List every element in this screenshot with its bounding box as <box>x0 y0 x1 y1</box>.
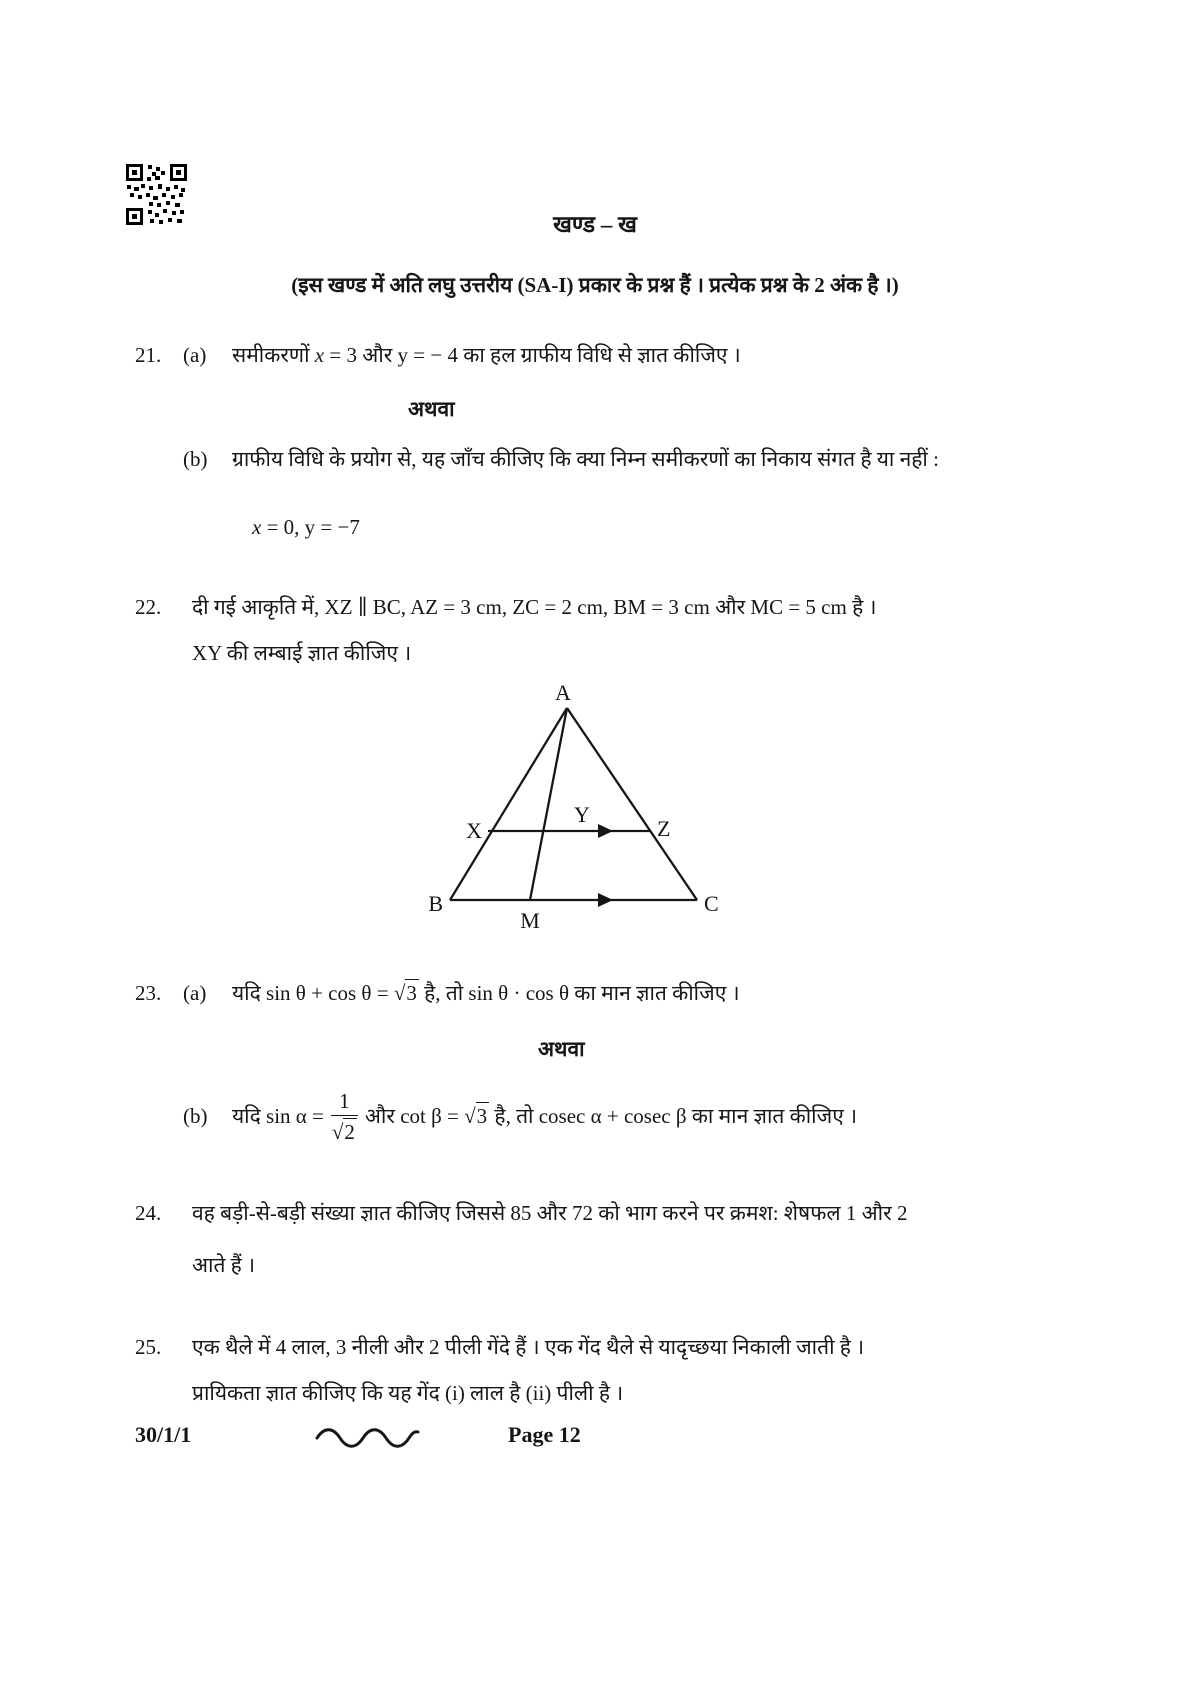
question-24-line1 <box>135 1196 907 1230</box>
part-label: (b) <box>183 1103 208 1128</box>
question-number: 25. <box>135 1335 162 1359</box>
vertex-label-b: B <box>428 891 443 916</box>
question-number: 24. <box>135 1201 162 1225</box>
question-text: ग्राफीय विधि के प्रयोग से, यह जाँच कीजिए कि क्या निम्न समीकरणों का निकाय संगत है या नहीं : <box>232 447 939 471</box>
question-number: 22. <box>135 595 162 619</box>
question-23a <box>135 976 740 1010</box>
section-instruction: (इस खण्ड में अति लघु उत्तरीय (SA-I) प्रकार के प्रश्न हैं । प्रत्येक प्रश्न के 2 अंक है ।) <box>291 273 899 297</box>
part-label: (b) <box>183 447 208 471</box>
arrow-xz <box>598 824 613 838</box>
squiggle-divider <box>313 1424 423 1448</box>
question-text: यदि sin θ + cos θ = √3 है, तो sin θ · cos θ का मान ज्ञात कीजिए । <box>232 981 740 1005</box>
sqrt-3: √3 <box>393 981 417 1005</box>
vertex-label-y: Y <box>574 802 590 827</box>
question-number: 23. <box>135 981 162 1005</box>
part-label: (a) <box>183 343 207 367</box>
part-label: (a) <box>183 981 207 1005</box>
question-text: वह बड़ी-से-बड़ी संख्या ज्ञात कीजिए जिससे 85 और 72 को भाग करने पर क्रमश: शेषफल 1 और 2 <box>192 1201 908 1225</box>
equation-21b: x = 0, y = −7 <box>252 515 360 539</box>
question-number: 21. <box>135 343 162 367</box>
vertex-label-c: C <box>704 891 719 916</box>
footer-paper-code: 30/1/1 <box>135 1422 192 1447</box>
vertex-label-x: X <box>466 818 482 843</box>
triangle-figure <box>410 658 740 943</box>
fraction-1-over-sqrt2: $\frac{1}{√2}$ <box>331 1088 358 1145</box>
question-23b: (b) यदि sin α = $\frac{1}{√2}$ और cot β = √3 है, तो cosec α + cosec β का मान ज्ञात कीजिए । <box>183 1088 858 1144</box>
vertex-label-z: Z <box>657 816 671 841</box>
question-21b <box>183 442 939 476</box>
or-separator: अथवा <box>538 1037 585 1061</box>
question-22-line2: XY की लम्बाई ज्ञात कीजिए । <box>192 641 412 665</box>
sqrt-3: √3 <box>464 1103 488 1128</box>
vertex-label-a: A <box>555 680 571 705</box>
or-separator: अथवा <box>408 397 455 421</box>
question-24-line2: आते हैं । <box>192 1253 256 1277</box>
footer-page-number: Page 12 <box>508 1422 581 1447</box>
question-text: एक थैले में 4 लाल, 3 नीली और 2 पीली गेंदे हैं । एक गेंद थैले से यादृच्छया निकाली जाती है । <box>192 1335 865 1359</box>
question-text: दी गई आकृति में, XZ ∥ BC, AZ = 3 cm, ZC = 2 cm, BM = 3 cm और MC = 5 cm है । <box>192 595 877 619</box>
arrow-bc <box>598 893 613 907</box>
question-21a <box>135 338 741 372</box>
section-title: खण्ड – ख <box>553 212 637 237</box>
vertex-label-m: M <box>520 908 540 933</box>
question-25-line2: प्रायिकता ज्ञात कीजिए कि यह गेंद (i) लाल है (ii) पीली है । <box>192 1381 624 1405</box>
question-22-line1 <box>135 590 876 624</box>
question-text: समीकरणों x = 3 और y = − 4 का हल ग्राफीय विधि से ज्ञात कीजिए । <box>232 343 741 367</box>
question-25-line1 <box>135 1330 864 1364</box>
